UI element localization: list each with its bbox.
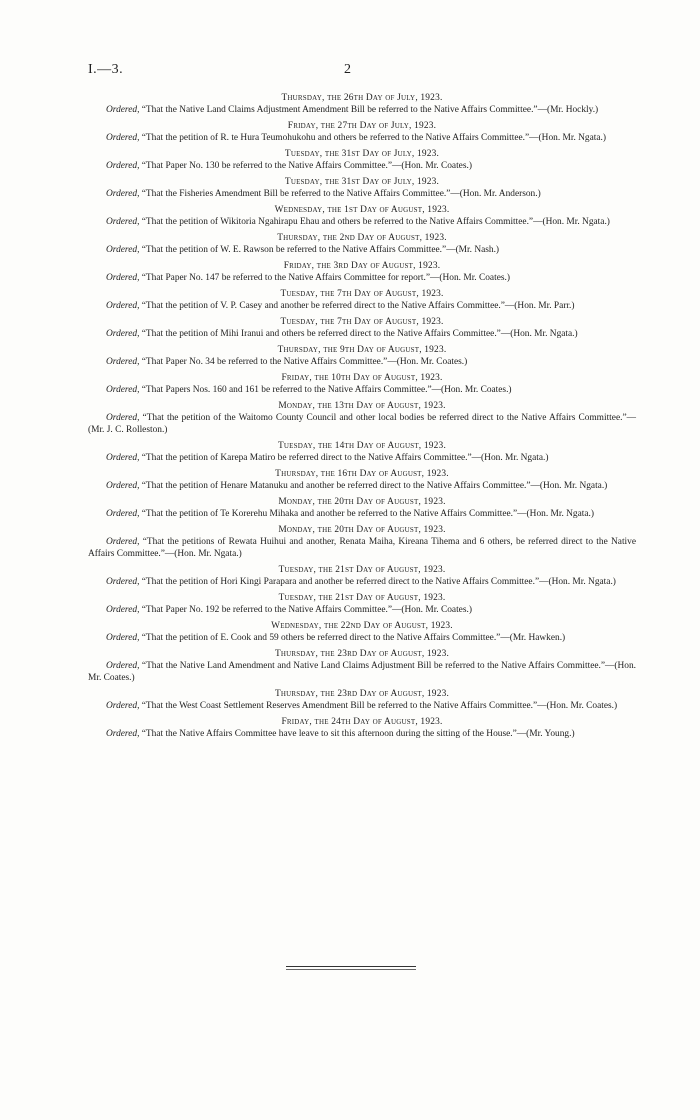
entry-body: “That the Native Land Amendment and Native Land Claims Adjustment Bill be referred to the Native Affairs Committee.”—(Hon. Mr. Coates.) [88,661,637,683]
entry-text [88,660,636,684]
entry-date: Wednesday, the 1st Day of August, 1923. [274,205,450,215]
minute-entry [88,204,636,228]
entry-body: “That the petition of the Waitomo County Council and other local bodies be referred direct to the Native Affairs Committee.”—(Mr. J. C. Rolleston.) [88,413,636,435]
minute-entry [88,524,636,560]
entry-body: “That the petition of R. te Hura Teumohukohu and others be referred to the Native Affairs Committee.”—(Hon. Mr. Ngata.) [141,133,606,143]
minute-entry [88,564,636,588]
ordered-word: Ordered, [106,701,140,711]
entry-body: “That the petition of Henare Matanuku and another be referred direct to the Native Affairs Committee.”—(Hon. Mr. Ngata.) [141,481,608,491]
entry-text [88,604,636,616]
entry-date: Tuesday, the 31st Day of July, 1923. [284,149,440,159]
entry-text [88,576,636,588]
ordered-word: Ordered, [106,245,140,255]
minute-entry [88,260,636,284]
entry-text [88,160,636,172]
entry-body: “That the petition of V. P. Casey and another be referred direct to the Native Affairs Committee.”—(Hon. Mr. Parr.) [141,301,575,311]
entry-body: “That the West Coast Settlement Reserves Amendment Bill be referred to the Native Affairs Committee.”—(Hon. Mr. Coates.) [141,701,618,711]
minute-entry [88,372,636,396]
entry-date: Thursday, the 16th Day of August, 1923. [275,469,449,479]
entry-body: “That the Fisheries Amendment Bill be referred to the Native Affairs Committee.”—(Hon. Mr. Anderson.) [141,189,541,199]
entry-text [88,384,636,396]
entry-body: “That the petition of E. Cook and 59 others be referred direct to the Native Affairs Committee.”—(Mr. Hawken.) [141,633,566,643]
entry-date: Monday, the 20th Day of August, 1923. [278,497,446,507]
entry-date: Monday, the 13th Day of August, 1923. [278,401,446,411]
entry-text [88,104,636,116]
entry-date: Tuesday, the 21st Day of August, 1923. [278,565,446,575]
entry-date: Friday, the 10th Day of August, 1923. [281,373,443,383]
minute-entry [88,592,636,616]
entry-date: Thursday, the 2nd Day of August, 1923. [277,233,447,243]
minute-entry [88,316,636,340]
footer-rule-thin [286,969,416,970]
entry-body: “That the petitions of Rewata Huihui and another, Renata Maiha, Kireana Tihema and 6 others, be referred direct to the Native Affairs Committee.”—(Hon. Mr. Ngata.) [88,537,636,559]
entry-date: Tuesday, the 7th Day of August, 1923. [280,289,444,299]
entry-text [88,728,636,740]
entry-body: “That Paper No. 192 be referred to the Native Affairs Committee.”—(Hon. Mr. Coates.) [141,605,472,615]
entry-date: Friday, the 27th Day of July, 1923. [287,121,437,131]
ordered-word: Ordered, [106,385,140,395]
entry-body: “That Papers Nos. 160 and 161 be referred to the Native Affairs Committee.”—(Hon. Mr. Coates.) [141,385,512,395]
entry-date: Friday, the 24th Day of August, 1923. [281,717,443,727]
entry-text [88,244,636,256]
entry-text [88,272,636,284]
ordered-word: Ordered, [106,357,140,367]
entry-date: Wednesday, the 22nd Day of August, 1923. [271,621,453,631]
entry-text [88,508,636,520]
ordered-word: Ordered, [106,481,140,491]
ordered-word: Ordered, [106,729,140,739]
ordered-word: Ordered, [106,105,140,115]
entry-date: Thursday, the 23rd Day of August, 1923. [274,649,450,659]
entry-date: Tuesday, the 31st Day of July, 1923. [284,177,440,187]
ordered-word: Ordered, [106,537,140,547]
minute-entry [88,288,636,312]
ordered-word: Ordered, [106,453,140,463]
entry-date: Tuesday, the 7th Day of August, 1923. [280,317,444,327]
entry-text [88,632,636,644]
entry-text [88,412,636,436]
entry-body: “That the petition of Karepa Matiro be referred direct to the Native Affairs Committee.”—(Hon. Mr. Ngata.) [141,453,549,463]
ordered-word: Ordered, [106,301,140,311]
entry-date: Monday, the 20th Day of August, 1923. [278,525,446,535]
page-number: 2 [344,62,351,77]
ordered-word: Ordered, [106,633,140,643]
minute-entry [88,400,636,436]
entry-date: Friday, the 3rd Day of August, 1923. [283,261,441,271]
minute-entry [88,716,636,740]
ordered-word: Ordered, [106,661,140,671]
entry-date: Thursday, the 23rd Day of August, 1923. [274,689,450,699]
ordered-word: Ordered, [106,133,140,143]
minute-entry [88,620,636,644]
entry-text [88,188,636,200]
entry-date: Tuesday, the 21st Day of August, 1923. [278,593,446,603]
entry-body: “That the petition of W. E. Rawson be referred to the Native Affairs Committee.”—(Mr. Nash.) [141,245,500,255]
minute-entry [88,92,636,116]
entry-body: “That the Native Affairs Committee have leave to sit this afternoon during the sitting of the House.”—(Mr. Young.) [141,729,575,739]
minute-entry [88,468,636,492]
minute-entry [88,120,636,144]
entry-text [88,480,636,492]
minute-entry [88,688,636,712]
entry-text [88,328,636,340]
entry-date: Thursday, the 9th Day of August, 1923. [277,345,447,355]
ordered-word: Ordered, [106,413,140,423]
minute-entry [88,344,636,368]
minute-entry [88,496,636,520]
entry-date: Thursday, the 26th Day of July, 1923. [281,93,443,103]
entry-text [88,700,636,712]
entry-text [88,132,636,144]
entry-body: “That the petition of Wikitoria Ngahirapu Ehau and others be referred to the Native Affairs Committee.”—(Hon. Mr. Ngata.) [141,217,610,227]
entry-body: “That the petition of Hori Kingi Parapara and another be referred direct to the Native Affairs Committee.”—(Hon. Mr. Ngata.) [141,577,616,587]
entry-text [88,300,636,312]
ordered-word: Ordered, [106,509,140,519]
ordered-word: Ordered, [106,329,140,339]
entry-body: “That Paper No. 34 be referred to the Native Affairs Committee.”—(Hon. Mr. Coates.) [141,357,468,367]
entry-text [88,356,636,368]
entry-text [88,216,636,228]
entry-body: “That the Native Land Claims Adjustment Amendment Bill be referred to the Native Affairs Committee.”—(Mr. Hockly.) [141,105,599,115]
minute-entry [88,648,636,684]
ordered-word: Ordered, [106,577,140,587]
paper-reference: I.—3. [88,62,124,77]
ordered-word: Ordered, [106,189,140,199]
minute-entry [88,440,636,464]
entry-body: “That Paper No. 147 be referred to the Native Affairs Committee for report.”—(Hon. Mr. Coates.) [141,273,510,283]
footer-rule [286,966,416,967]
minutes-body [88,92,636,744]
entry-text [88,452,636,464]
entry-body: “That the petition of Te Korerehu Mihaka and another be referred to the Native Affairs Committee.”—(Hon. Mr. Ngata.) [141,509,594,519]
ordered-word: Ordered, [106,605,140,615]
entry-body: “That the petition of Mihi Iranui and others be referred direct to the Native Affairs Committee.”—(Hon. Mr. Ngata.) [141,329,578,339]
ordered-word: Ordered, [106,273,140,283]
entry-date: Tuesday, the 14th Day of August, 1923. [277,441,446,451]
minute-entry [88,232,636,256]
ordered-word: Ordered, [106,217,140,227]
minute-entry [88,176,636,200]
ordered-word: Ordered, [106,161,140,171]
minute-entry [88,148,636,172]
entry-text [88,536,636,560]
entry-body: “That Paper No. 130 be referred to the Native Affairs Committee.”—(Hon. Mr. Coates.) [141,161,472,171]
